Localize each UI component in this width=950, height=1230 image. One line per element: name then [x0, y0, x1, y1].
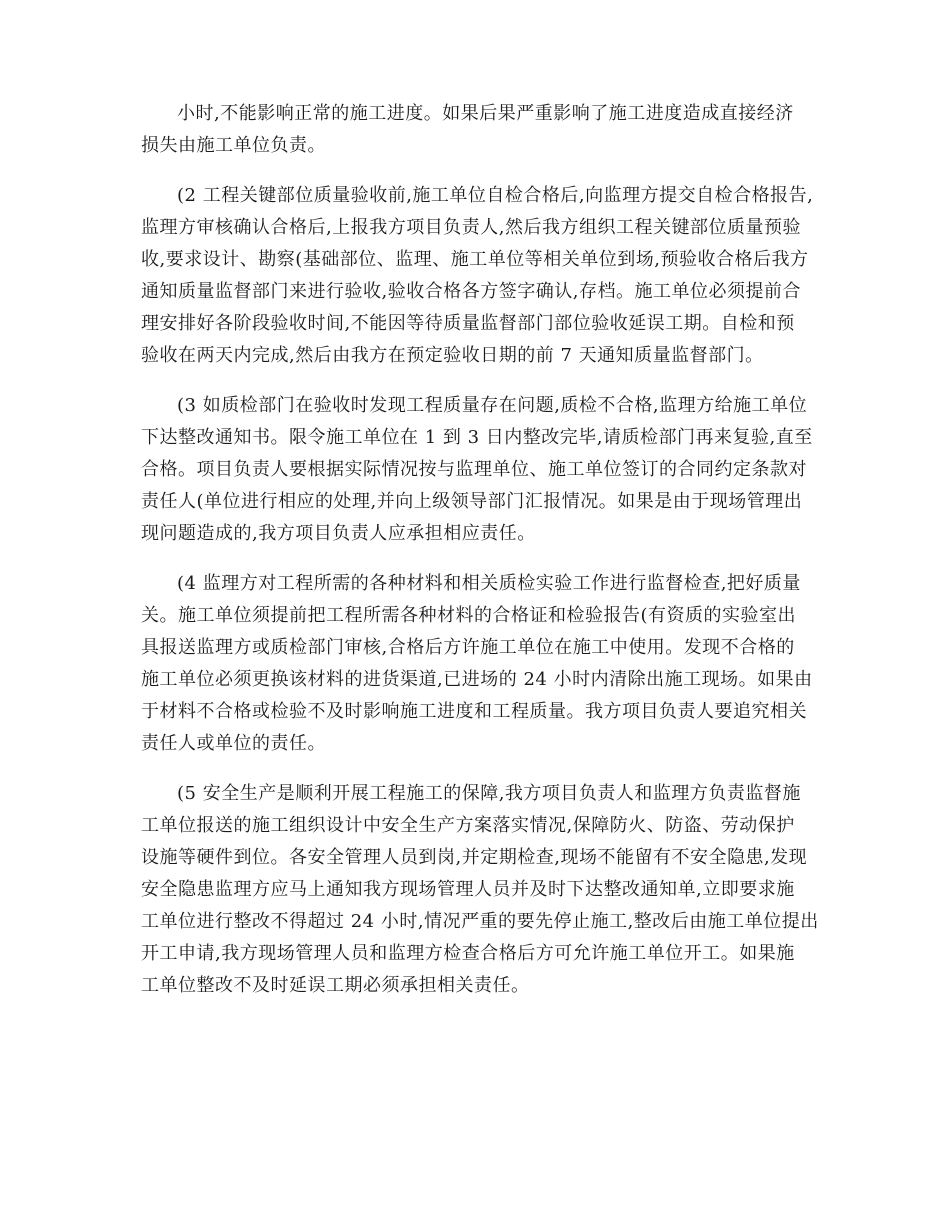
- text-line: 收,要求设计、勘察(基础部位、监理、施工单位等相关单位到场,预验收合格后我方: [141, 249, 809, 270]
- text-line: 工单位报送的施工组织设计中安全生产方案落实情况,保障防火、防盗、劳动保护: [141, 815, 795, 836]
- text-line: 开工申请,我方现场管理人员和监理方检查合格后方可允许施工单位开工。如果施: [141, 943, 795, 964]
- text-line: 下达整改通知书。限令施工单位在 1 到 3 日内整改完毕,请质检部门再来复验,直至: [141, 427, 813, 448]
- text-line: 通知质量监督部门来进行验收,验收合格各方签字确认,存档。施工单位必须提前合: [141, 281, 801, 302]
- document-page: [141, 98, 819, 1002]
- text-line: 理安排好各阶段验收时间,不能因等待质量监督部门部位验收延误工期。自检和预: [141, 313, 795, 334]
- text-line: 具报送监理方或质检部门审核,合格后方许施工单位在施工中使用。发现不合格的: [141, 637, 795, 658]
- text-line: 工单位进行整改不得超过 24 小时,情况严重的要先停止施工,整改后由施工单位提出: [141, 911, 819, 932]
- text-line: 于材料不合格或检验不及时影响施工进度和工程质量。我方项目负责人要追究相关: [141, 701, 807, 722]
- text-line: 小时,不能影响正常的施工进度。如果后果严重影响了施工进度造成直接经济: [177, 103, 794, 124]
- text-line: (3 如质检部门在验收时发现工程质量存在问题,质检不合格,监理方给施工单位: [177, 395, 808, 416]
- text-line: 施工单位必须更换该材料的进货渠道,已进场的 24 小时内清除出施工现场。如果由: [141, 669, 813, 690]
- text-line: 安全隐患监理方应马上通知我方现场管理人员并及时下达整改通知单,立即要求施: [141, 879, 795, 900]
- text-line: 验收在两天内完成,然后由我方在预定验收日期的前 7 天通知质量监督部门。: [141, 345, 764, 366]
- text-line: 现问题造成的,我方项目负责人应承担相应责任。: [141, 523, 536, 544]
- paragraph-continuation: [141, 98, 813, 162]
- paragraph-item-3: [141, 390, 813, 550]
- text-line: 设施等硬件到位。各安全管理人员到岗,并定期检查,现场不能留有不安全隐患,发现: [141, 847, 808, 868]
- text-line: 损失由施工单位负责。: [141, 135, 326, 156]
- text-line: (2 工程关键部位质量验收前,施工单位自检合格后,向监理方提交自检合格报告,: [177, 185, 814, 206]
- paragraph-item-5: [141, 778, 819, 1002]
- text-line: 工单位整改不及时延误工期必须承担相关责任。: [141, 975, 530, 996]
- text-line: 责任人或单位的责任。: [141, 733, 326, 754]
- paragraph-item-4: [141, 568, 813, 760]
- text-line: 合格。项目负责人要根据实际情况按与监理单位、施工单位签订的合同约定条款对: [141, 459, 807, 480]
- text-line: 监理方审核确认合格后,上报我方项目负责人,然后我方组织工程关键部位质量预验: [141, 217, 801, 238]
- paragraph-item-2: [141, 180, 813, 372]
- text-line: (4 监理方对工程所需的各种材料和相关质检实验工作进行监督检查,把好质量: [177, 573, 801, 594]
- text-line: 关。施工单位须提前把工程所需各种材料的合格证和检验报告(有资质的实验室出: [141, 605, 797, 626]
- text-line: (5 安全生产是顺利开展工程施工的保障,我方项目负责人和监理方负责监督施: [177, 783, 801, 804]
- text-line: 责任人(单位进行相应的处理,并向上级领导部门汇报情况。如果是由于现场管理出: [141, 491, 803, 512]
